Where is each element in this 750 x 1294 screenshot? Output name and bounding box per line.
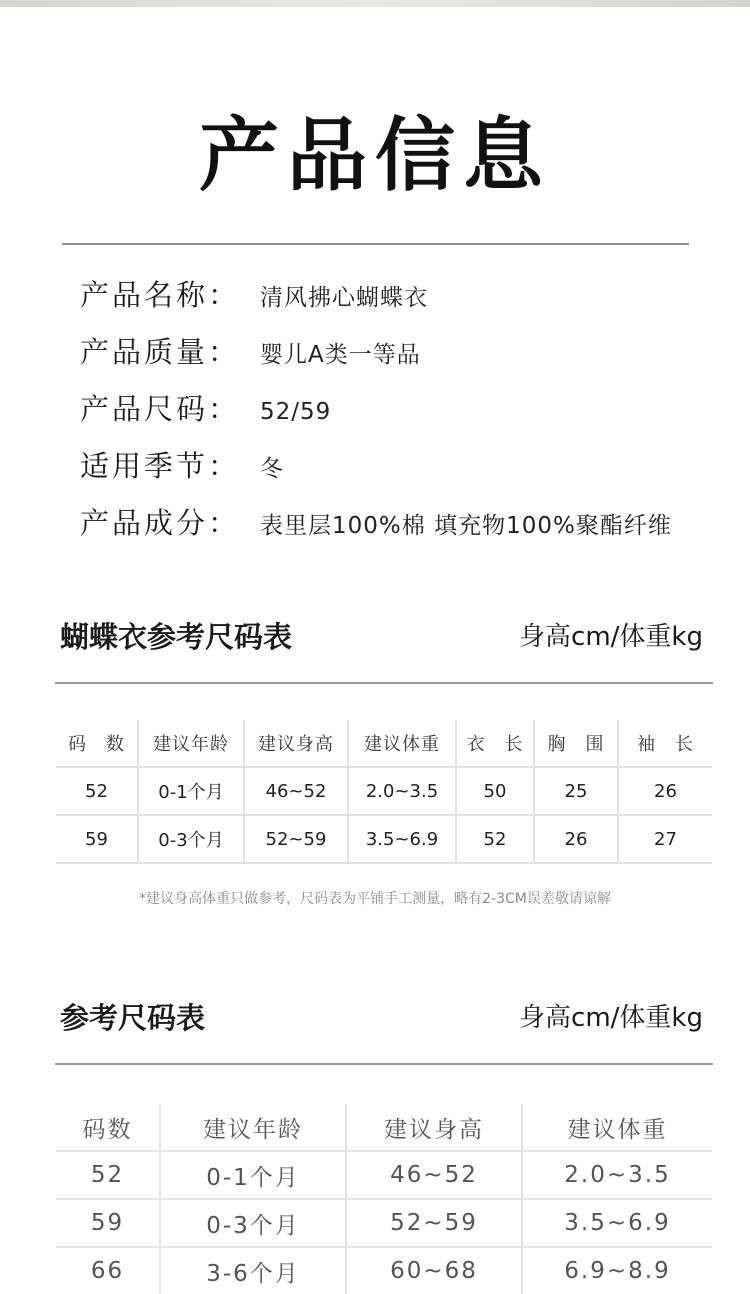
size-note: *建议身高体重只做参考，尺码表为平铺手工测量，略有2-3CM误差敬请谅解	[139, 891, 611, 907]
info-row-quality	[80, 330, 421, 374]
section1-divider	[55, 682, 713, 684]
table-cell: 26	[534, 815, 618, 863]
section2-divider	[55, 1063, 713, 1065]
table-header-cell: 建议体重	[522, 1104, 712, 1151]
table-cell: 50	[456, 767, 534, 815]
table-cell: 0-3个月	[138, 815, 244, 863]
table-header-cell: 袖 长	[618, 720, 712, 767]
table-header-cell: 衣 长	[456, 720, 534, 767]
info-label: 产品质量：	[80, 335, 241, 369]
info-value: 冬	[260, 456, 284, 482]
info-row-name	[80, 273, 428, 317]
table-cell: 2.0~3.5	[348, 767, 456, 815]
table-cell: 3.5~6.9	[348, 815, 456, 863]
table-cell: 66	[56, 1247, 160, 1294]
top-decor-band	[0, 0, 750, 7]
table-cell: 26	[618, 767, 712, 815]
info-value: 清风拂心蝴蝶衣	[260, 285, 428, 311]
size-table-butterfly	[56, 720, 712, 864]
table-cell: 52	[56, 1151, 160, 1199]
table-cell: 0-1个月	[160, 1151, 346, 1199]
section2-title: 参考尺码表	[60, 1001, 206, 1035]
info-row-size	[80, 387, 331, 431]
table-cell: 0-3个月	[160, 1199, 346, 1247]
table-cell: 3.5~6.9	[522, 1199, 712, 1247]
table-header-cell: 码 数	[56, 720, 138, 767]
table-cell: 60~68	[346, 1247, 522, 1294]
table-cell: 52~59	[346, 1199, 522, 1247]
info-value: 表里层100%棉 填充物100%聚酯纤维	[260, 513, 672, 539]
table-row	[56, 1247, 712, 1294]
info-label: 产品尺码：	[80, 392, 241, 426]
table-cell: 3-6个月	[160, 1247, 346, 1294]
table-header-cell: 建议年龄	[138, 720, 244, 767]
table-cell: 46~52	[346, 1151, 522, 1199]
table-cell: 0-1个月	[138, 767, 244, 815]
info-label: 适用季节：	[80, 449, 241, 483]
table-row	[56, 767, 712, 815]
table-row	[56, 1199, 712, 1247]
info-label: 产品成分：	[80, 506, 241, 540]
table-row	[56, 1151, 712, 1199]
table-row	[56, 815, 712, 863]
table-cell: 2.0~3.5	[522, 1151, 712, 1199]
table-cell: 6.9~8.9	[564, 1258, 671, 1284]
section2-unit: 身高cm/体重kg	[519, 1003, 703, 1033]
size-table-reference	[56, 1104, 712, 1294]
table-header-row	[56, 1104, 712, 1151]
table-cell: 25	[534, 767, 618, 815]
info-label: 产品名称：	[80, 278, 241, 312]
table-header-row	[56, 720, 712, 767]
table-header-cell: 胸 围	[534, 720, 618, 767]
info-value: 婴儿A类一等品	[260, 342, 421, 368]
title-divider	[62, 243, 689, 245]
info-row-season	[80, 444, 284, 488]
table-cell: 52~59	[244, 815, 348, 863]
table-cell: 27	[618, 815, 712, 863]
table-cell: 59	[56, 1199, 160, 1247]
info-value: 52/59	[260, 399, 332, 425]
table-cell: 46~52	[244, 767, 348, 815]
section1-title: 蝴蝶衣参考尺码表	[60, 620, 293, 654]
section1-unit: 身高cm/体重kg	[519, 622, 703, 652]
table-header-cell: 码数	[56, 1104, 160, 1151]
table-header-cell: 建议年龄	[160, 1104, 346, 1151]
table-header-cell: 建议身高	[346, 1104, 522, 1151]
table-cell: 52	[456, 815, 534, 863]
table-cell: 59	[56, 815, 138, 863]
table-cell: 52	[56, 767, 138, 815]
table-header-cell: 建议身高	[244, 720, 348, 767]
table-header-cell: 建议体重	[348, 720, 456, 767]
page-title: 产品信息	[199, 109, 551, 202]
info-row-material	[80, 501, 672, 545]
